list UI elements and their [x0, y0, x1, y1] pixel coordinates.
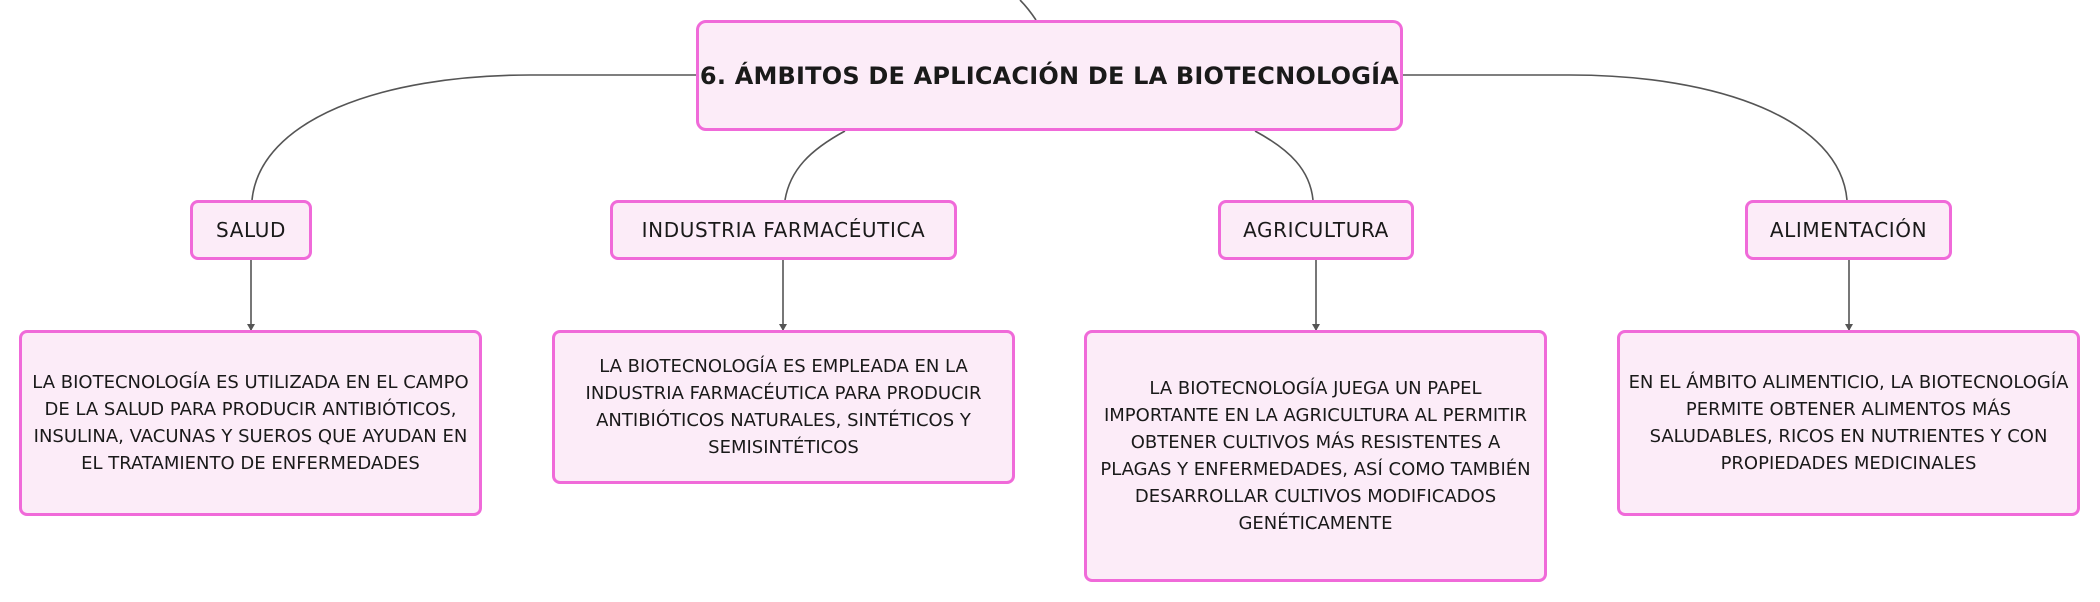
- connector-root-up: [1020, 0, 1036, 20]
- connector-root-industria: [785, 131, 845, 200]
- description-salud[interactable]: [19, 330, 482, 516]
- root-topic-label: 6. ÁMBITOS DE APLICACIÓN DE LA BIOTECNOLOGÍA: [699, 61, 1400, 90]
- description-text: EN EL ÁMBITO ALIMENTICIO, LA BIOTECNOLOGÍA PERMITE OBTENER ALIMENTOS MÁS SALUDABLES, RICOS EN NUTRIENTES Y CON PROPIEDADES MEDICINALES: [1628, 372, 2069, 474]
- connector-root-alimentacion: [1403, 75, 1847, 200]
- root-topic[interactable]: [696, 20, 1403, 131]
- description-text: LA BIOTECNOLOGÍA JUEGA UN PAPEL IMPORTANTE EN LA AGRICULTURA AL PERMITIR OBTENER CULTIVOS MÁS RESISTENTES A PLAGAS Y ENFERMEDADES, ASÍ COMO TAMBIÉN DESARROLLAR CULTIVOS MODIFICADOS GENÉTICAMENTE: [1100, 378, 1531, 534]
- branch-label: ALIMENTACIÓN: [1769, 218, 1928, 242]
- description-text: LA BIOTECNOLOGÍA ES UTILIZADA EN EL CAMPO DE LA SALUD PARA PRODUCIR ANTIBIÓTICOS, INSULINA, VACUNAS Y SUEROS QUE AYUDAN EN EL TRATAMIENTO DE ENFERMEDADES: [32, 372, 469, 474]
- description-agricultura[interactable]: [1084, 330, 1547, 582]
- branch-label: AGRICULTURA: [1243, 218, 1389, 242]
- branch-agricultura[interactable]: [1218, 200, 1414, 260]
- description-industria-farmaceutica[interactable]: [552, 330, 1015, 484]
- branch-alimentacion[interactable]: [1745, 200, 1952, 260]
- branch-salud[interactable]: [190, 200, 312, 260]
- branch-label: INDUSTRIA FARMACÉUTICA: [641, 218, 926, 242]
- connector-root-salud: [252, 75, 696, 200]
- description-text: LA BIOTECNOLOGÍA ES EMPLEADA EN LA INDUSTRIA FARMACÉUTICA PARA PRODUCIR ANTIBIÓTICOS NATURALES, SINTÉTICOS Y SEMISINTÉTICOS: [585, 356, 982, 458]
- connector-root-agricultura: [1255, 131, 1313, 200]
- branch-label: SALUD: [216, 218, 286, 242]
- description-alimentacion[interactable]: [1617, 330, 2080, 516]
- branch-industria-farmaceutica[interactable]: [610, 200, 957, 260]
